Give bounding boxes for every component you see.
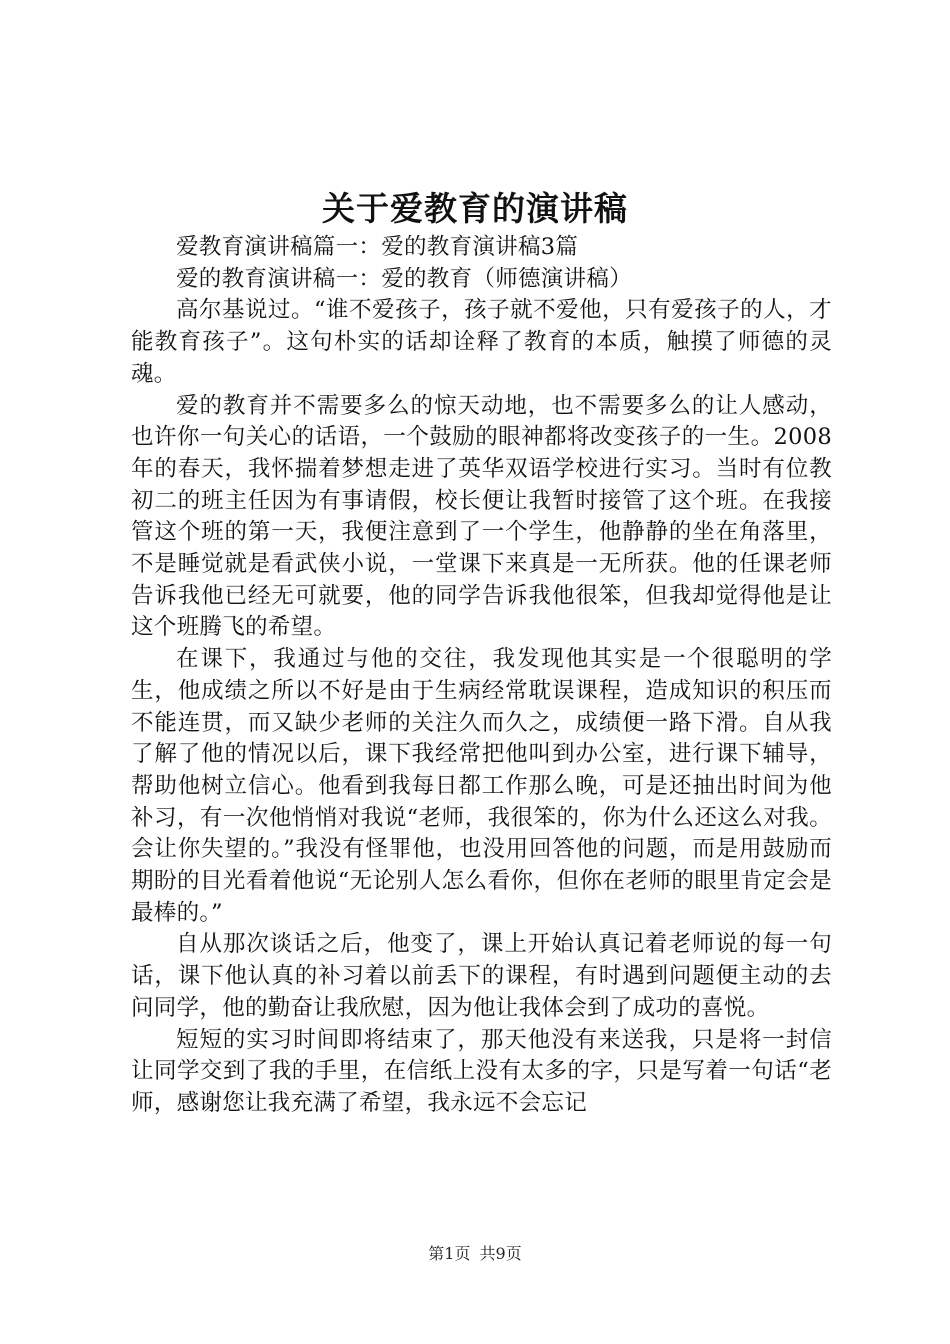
page-number: 第1页 xyxy=(428,1244,471,1263)
document-body xyxy=(131,232,832,1120)
page-footer xyxy=(0,1243,950,1265)
paragraph-6: 自从那次谈话之后，他变了，课上开始认真记着老师说的每一句话，课下他认真的补习着以前丢下的课程，有时遇到问题便主动的去问同学，他的勤奋让我欣慰，因为他让我体会到了成功的喜悦。 xyxy=(131,931,832,1021)
paragraph-4: 爱的教育并不需要多么的惊天动地，也不需要多么的让人感动，也许你一句关心的话语，一个鼓励的眼神都将改变孩子的一生。2008年的春天，我怀揣着梦想走进了英华双语学校进行实习。当时有位教初二的班主任因为有事请假，校长便让我暂时接管了这个班。在我接管这个班的第一天，我便注意到了一个学生，他静静的坐在角落里，不是睡觉就是看武侠小说，一堂课下来真是一无所获。他的任课老师告诉我他已经无可就要，他的同学告诉我他很笨，但我却觉得他是让这个班腾飞的希望。 xyxy=(131,392,832,641)
paragraph-1: 爱教育演讲稿篇一：爱的教育演讲稿3篇 xyxy=(176,234,579,260)
paragraph-7: 短短的实习时间即将结束了，那天他没有来送我，只是将一封信让同学交到了我的手里，在信纸上没有太多的字，只是写着一句话“老师，感谢您让我充满了希望，我永远不会忘记 xyxy=(131,1026,832,1116)
paragraph-2: 爱的教育演讲稿一：爱的教育（师德演讲稿） xyxy=(176,265,633,292)
document-title: 关于爱教育的演讲稿 xyxy=(322,189,628,228)
paragraph-3: 高尔基说过。“谁不爱孩子，孩子就不爱他，只有爱孩子的人，才能教育孩子”。这句朴实的话却诠释了教育的本质，触摸了师德的灵魂。 xyxy=(131,297,832,387)
paragraph-5: 在课下，我通过与他的交往，我发现他其实是一个很聪明的学生，他成绩之所以不好是由于生病经常耽误课程，造成知识的积压而不能连贯，而又缺少老师的关注久而久之，成绩便一路下滑。自从我了解了他的情况以后，课下我经常把他叫到办公室，进行课下辅导，帮助他树立信心。他看到我每日都工作那么晚，可是还抽出时间为他补习，有一次他悄悄对我说“老师，我很笨的，你为什么还这么对我。会让你失望的。”我没有怪罪他，也没用回答他的问题，而是用鼓励而期盼的目光看着他说“无论别人怎么看你，但你在老师的眼里肯定会是最棒的。” xyxy=(131,646,832,926)
page-total: 共9页 xyxy=(479,1244,522,1263)
